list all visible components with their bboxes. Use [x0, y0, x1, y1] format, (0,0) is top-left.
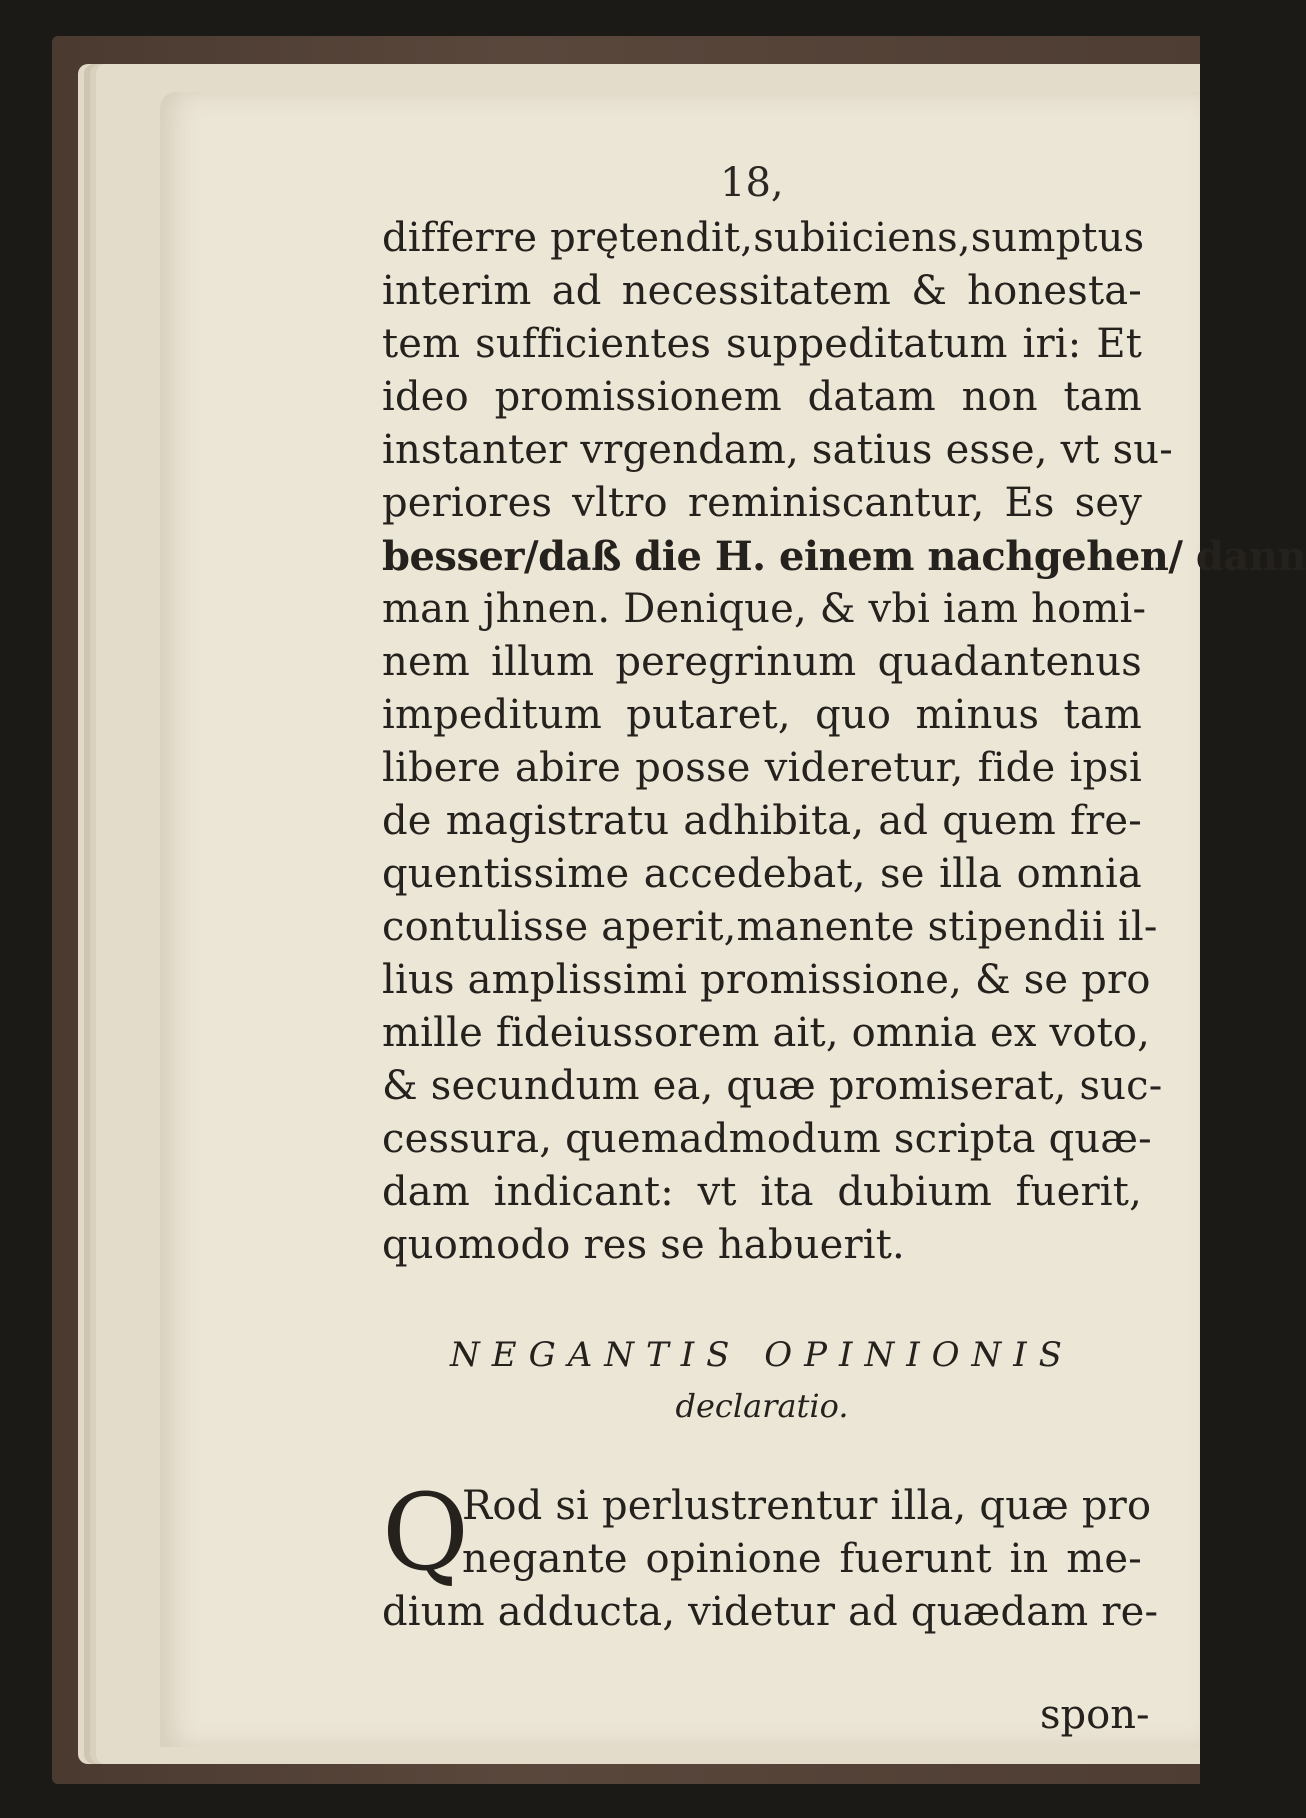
text-line: negante opinione fuerunt in me- [462, 1536, 1142, 1582]
heading-title: NEGANTIS OPINIONIS [450, 1335, 1074, 1375]
text-line: mille fideiussorem ait, omnia ex voto, [382, 1010, 1151, 1056]
section-heading [382, 1330, 1142, 1432]
text-line: contulisse aperit,manente stipendii il- [382, 904, 1158, 950]
text-line: cessura, quemadmodum scripta quæ- [382, 1116, 1152, 1162]
text-line: quentissime accedebat, se illa omnia [382, 851, 1142, 897]
text-line: interim ad necessitatem & honesta- [382, 268, 1142, 314]
text-line: ideo promissionem datam non tam [382, 374, 1142, 420]
fraktur-line: besser/daß die H. einem nachgehen/ dann [382, 533, 1306, 580]
text-line: impeditum putaret, quo minus tam [382, 692, 1142, 738]
body-text [382, 212, 1306, 1272]
second-paragraph [382, 1471, 1159, 1639]
text-line: man jhnen. Denique, & vbi iam homi- [382, 586, 1147, 632]
text-line: periores vltro reminiscantur, Es sey [382, 480, 1142, 526]
text-line: de magistratu adhibita, ad quem fre- [382, 798, 1142, 844]
page-number: 18, [720, 160, 784, 206]
text-line: tem sufficientes suppeditatum iri: Et [382, 321, 1142, 367]
catchword: spon- [1040, 1692, 1150, 1738]
drop-cap: Q [382, 1471, 469, 1594]
text-line: libere abire posse videretur, fide ipsi [382, 745, 1142, 791]
heading-subtitle: declaratio. [675, 1387, 849, 1425]
text-line: quomodo res se habuerit. [382, 1222, 905, 1268]
text-line: & secundum ea, quæ promiserat, suc- [382, 1063, 1163, 1109]
text-line: lius amplissimi promissione, & se pro [382, 957, 1151, 1003]
text-line: dium adducta, videtur ad quædam re- [382, 1589, 1159, 1635]
text-line: instanter vrgendam, satius esse, vt su- [382, 427, 1173, 473]
text-line: Rod si perlustrentur illa, quæ pro [462, 1483, 1152, 1529]
text-line: dam indicant: vt ita dubium fuerit, [382, 1169, 1142, 1215]
text-line: nem illum peregrinum quadantenus [382, 639, 1142, 685]
text-line: differre prętendit,subiiciens,sumptus [382, 215, 1145, 261]
